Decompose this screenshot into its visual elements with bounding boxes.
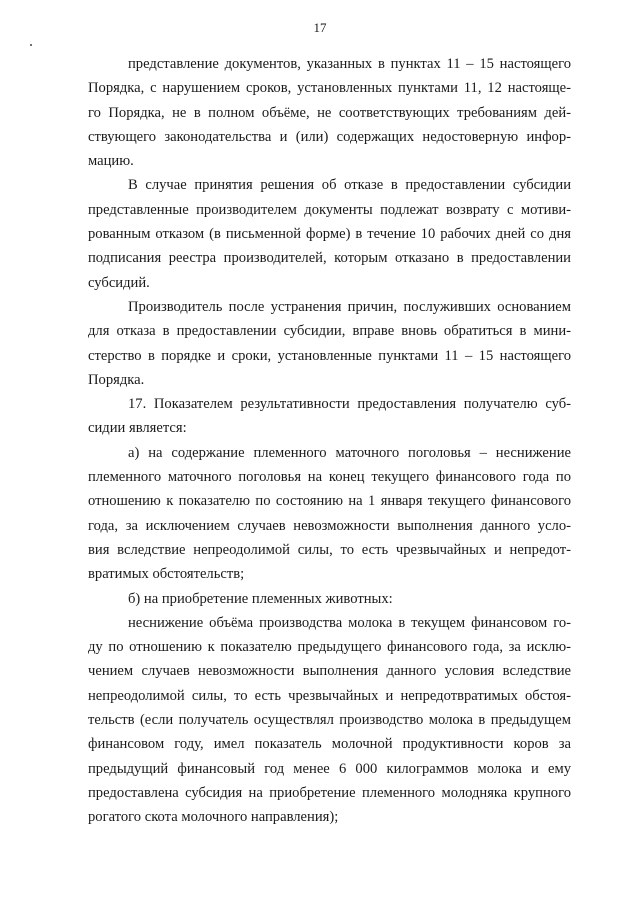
- text-line: отношению к показателю по состоянию на 1 января текущего финансового: [88, 493, 571, 510]
- text-line: рованным отказом (в письменной форме) в течение 10 рабочих дней со дня: [88, 226, 571, 243]
- text-line: Порядка.: [88, 371, 145, 388]
- text-line: В случае принятия решения об отказе в предоставлении субсидии: [128, 177, 571, 194]
- text-line: 17. Показателем результативности предоставления получателю суб-: [128, 396, 571, 413]
- text-line: подписания реестра производителей, которым отказано в предоставлении: [88, 250, 571, 267]
- text-line: неснижение объёма производства молока в текущем финансовом го-: [128, 614, 571, 631]
- text-line: рогатого скота молочного направления);: [88, 809, 339, 826]
- text-line: предыдущий финансовый год менее 6 000 килограммов молока и ему: [88, 760, 571, 777]
- text-line: мацию.: [88, 153, 134, 170]
- text-line: го Порядка, не в полном объёме, не соответствующих требованиям дей-: [88, 104, 571, 121]
- text-line: представленные производителем документы подлежат возврату с мотиви-: [88, 201, 571, 218]
- text-line: племенного маточного поголовья на конец текущего финансового года по: [88, 469, 571, 486]
- text-line: стерство в порядке и сроки, установленные пунктами 11 – 15 настоящего: [88, 347, 571, 364]
- text-line: а) на содержание племенного маточного поголовья – неснижение: [128, 444, 571, 461]
- text-line: ствующего законодательства и (или) содержащих недостоверную инфор-: [88, 128, 571, 145]
- text-line: сидии является:: [88, 420, 187, 437]
- text-line: вратимых обстоятельств;: [88, 566, 245, 583]
- text-line: предоставлена субсидия на приобретение племенного молодняка крупного: [88, 784, 571, 801]
- text-line: вия вследствие непреодолимой силы, то есть чрезвычайных и непредот-: [88, 541, 571, 558]
- text-line: ду по отношению к показателю предыдущего финансового года, за исклю-: [88, 639, 571, 656]
- text-line: представление документов, указанных в пунктах 11 – 15 настоящего: [128, 56, 571, 72]
- scan-speck: [30, 44, 32, 46]
- text-line: Производитель после устранения причин, послуживших основанием: [128, 298, 571, 315]
- text-line: чением случаев невозможности выполнения данного условия вследствие: [88, 663, 571, 680]
- text-line: финансовом году, имел показатель молочной продуктивности коров за: [88, 736, 571, 753]
- text-line: года, за исключением случаев невозможности выполнения данного усло-: [88, 517, 571, 534]
- page-number: 17: [313, 20, 327, 35]
- text-line: тельств (если получатель осуществлял производство молока в предыдущем: [88, 712, 571, 729]
- text-line: б) на приобретение племенных животных:: [128, 590, 393, 607]
- text-line: для отказа в предоставлении субсидии, вправе вновь обратиться в мини-: [88, 323, 571, 340]
- document-body: [88, 52, 571, 830]
- text-line: субсидий.: [88, 274, 150, 291]
- text-line: непреодолимой силы, то есть чрезвычайных и непредотвратимых обстоя-: [88, 687, 571, 704]
- text-line: Порядка, с нарушением сроков, установленных пунктами 11, 12 настояще-: [88, 80, 571, 97]
